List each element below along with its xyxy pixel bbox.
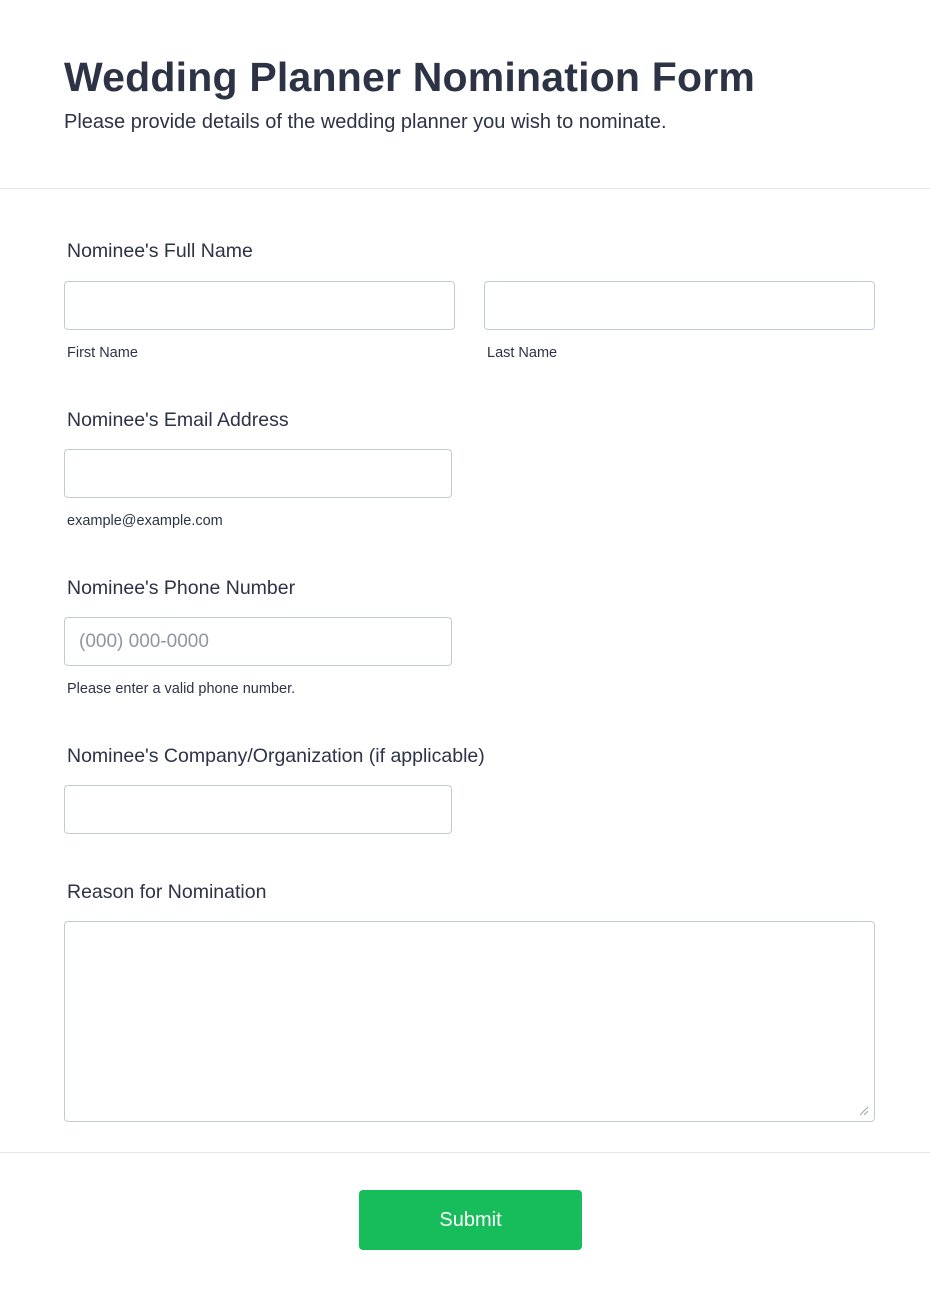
phone-input[interactable] <box>64 617 452 666</box>
company-label: Nominee's Company/Organization (if applicable) <box>67 745 485 767</box>
email-sublabel: example@example.com <box>67 513 223 529</box>
last-name-input[interactable] <box>484 281 875 330</box>
resize-handle-icon[interactable] <box>857 1104 869 1116</box>
company-input[interactable] <box>64 785 452 834</box>
form-subtitle: Please provide details of the wedding planner you wish to nominate. <box>64 111 667 133</box>
first-name-input[interactable] <box>64 281 455 330</box>
email-input[interactable] <box>64 449 452 498</box>
first-name-sublabel: First Name <box>67 345 138 361</box>
phone-label: Nominee's Phone Number <box>67 577 296 599</box>
reason-textarea[interactable] <box>64 921 875 1122</box>
form-title: Wedding Planner Nomination Form <box>64 54 756 100</box>
reason-label: Reason for Nomination <box>67 881 267 903</box>
submit-button[interactable]: Submit <box>359 1190 582 1250</box>
email-label: Nominee's Email Address <box>67 409 289 431</box>
phone-sublabel: Please enter a valid phone number. <box>67 681 296 697</box>
last-name-sublabel: Last Name <box>487 345 558 361</box>
full-name-label: Nominee's Full Name <box>67 240 253 262</box>
form-header <box>0 0 930 189</box>
